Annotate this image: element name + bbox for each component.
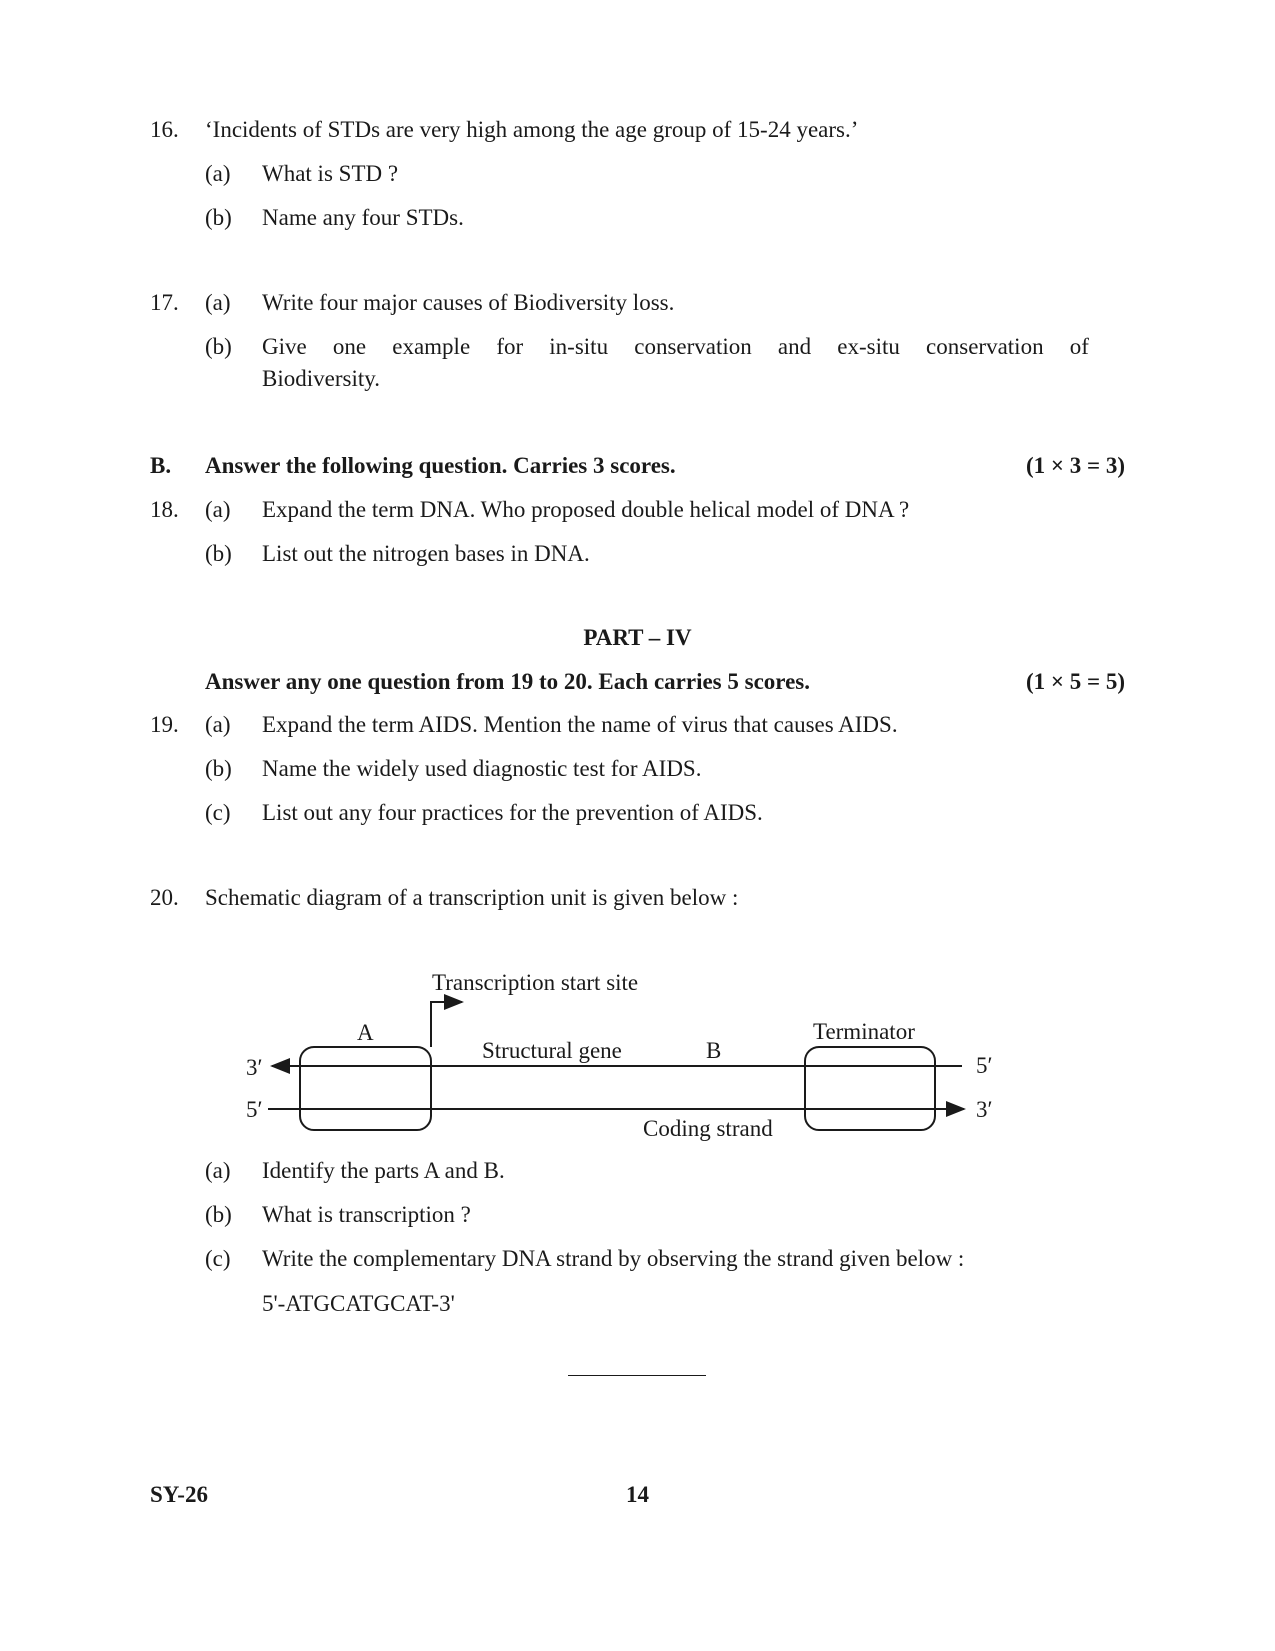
q20-sequence: 5'-ATGCATGCAT-3'	[262, 1291, 455, 1316]
bottom-left-end-label: 5′	[246, 1097, 263, 1122]
q17-b-word: conservation	[634, 334, 752, 359]
q17-b-word: ex-situ	[837, 334, 900, 359]
diagram-label-a: A	[357, 1020, 374, 1045]
q17-b-word: of	[1069, 334, 1089, 359]
q16-stem: ‘Incidents of STDs are very high among the age group of 15-24 years.’	[205, 117, 859, 142]
q17-b-word: for	[496, 334, 524, 359]
q20-b-label: (b)	[205, 1202, 232, 1227]
q20-c-text: Write the complementary DNA strand by observing the strand given below :	[262, 1246, 965, 1271]
terminator-box	[805, 1047, 935, 1130]
q17-b-word: and	[777, 334, 812, 359]
start-site-label: Transcription start site	[432, 970, 639, 995]
terminator-label: Terminator	[813, 1019, 915, 1044]
q19-b-text: Name the widely used diagnostic test for AIDS.	[262, 756, 702, 781]
q18-a-label: (a)	[205, 497, 231, 522]
q16-a-text: What is STD ?	[262, 161, 399, 186]
q19-a-label: (a)	[205, 712, 231, 737]
q20-a-text: Identify the parts A and B.	[262, 1158, 505, 1183]
footer-code: SY-26	[150, 1482, 208, 1507]
section-b-instruction: Answer the following question. Carries 3 scores.	[205, 453, 676, 478]
q19-a-text: Expand the term AIDS. Mention the name of virus that causes AIDS.	[262, 712, 898, 737]
q17-b-word: Give	[262, 334, 307, 359]
q17-b-word: conservation	[926, 334, 1044, 359]
q17-a-label: (a)	[205, 290, 231, 315]
q20-number: 20.	[150, 885, 179, 910]
q17-b-label: (b)	[205, 334, 232, 359]
q17-b-word: one	[332, 334, 367, 359]
q19-c-text: List out any four practices for the prevention of AIDS.	[262, 800, 763, 825]
diagram-label-b: B	[706, 1038, 722, 1063]
promoter-box	[300, 1047, 431, 1130]
q19-number: 19.	[150, 712, 179, 737]
q18-number: 18.	[150, 497, 179, 522]
q18-a-text: Expand the term DNA. Who proposed double helical model of DNA ?	[262, 497, 910, 522]
q20-c-label: (c)	[205, 1246, 231, 1271]
start-site-arrow	[431, 1002, 462, 1047]
top-right-end-label: 5′	[976, 1053, 993, 1078]
q18-b-text: List out the nitrogen bases in DNA.	[262, 541, 590, 566]
q16-b-text: Name any four STDs.	[262, 205, 464, 230]
page-number: 14	[626, 1482, 649, 1507]
structural-gene-label: Structural gene	[482, 1038, 622, 1063]
q17-number: 17.	[150, 290, 179, 315]
q17-b-word: in-situ	[549, 334, 609, 359]
section-b-marks: (1 × 3 = 3)	[1025, 453, 1125, 478]
q17-a-text: Write four major causes of Biodiversity loss.	[262, 290, 675, 315]
q20-a-label: (a)	[205, 1158, 231, 1183]
q17-b-word: example	[392, 334, 471, 359]
bottom-right-end-label: 3′	[976, 1097, 993, 1122]
coding-strand-label: Coding strand	[643, 1116, 773, 1141]
end-rule	[568, 1375, 706, 1376]
q16-b-label: (b)	[205, 205, 232, 230]
section-b-label: B.	[150, 453, 172, 478]
q16-a-label: (a)	[205, 161, 231, 186]
part-iv-instruction: Answer any one question from 19 to 20. Each carries 5 scores.	[205, 669, 810, 694]
q19-c-label: (c)	[205, 800, 231, 825]
q17-b-text-line2: Biodiversity.	[262, 366, 380, 391]
q20-b-text: What is transcription ?	[262, 1202, 471, 1227]
q18-b-label: (b)	[205, 541, 232, 566]
part-iv-title: PART – IV	[583, 625, 692, 650]
part-iv-marks: (1 × 5 = 5)	[1025, 669, 1125, 694]
q19-b-label: (b)	[205, 756, 232, 781]
q16-number: 16.	[150, 117, 179, 142]
q20-stem: Schematic diagram of a transcription unit is given below :	[205, 885, 739, 910]
top-left-end-label: 3′	[246, 1055, 263, 1080]
